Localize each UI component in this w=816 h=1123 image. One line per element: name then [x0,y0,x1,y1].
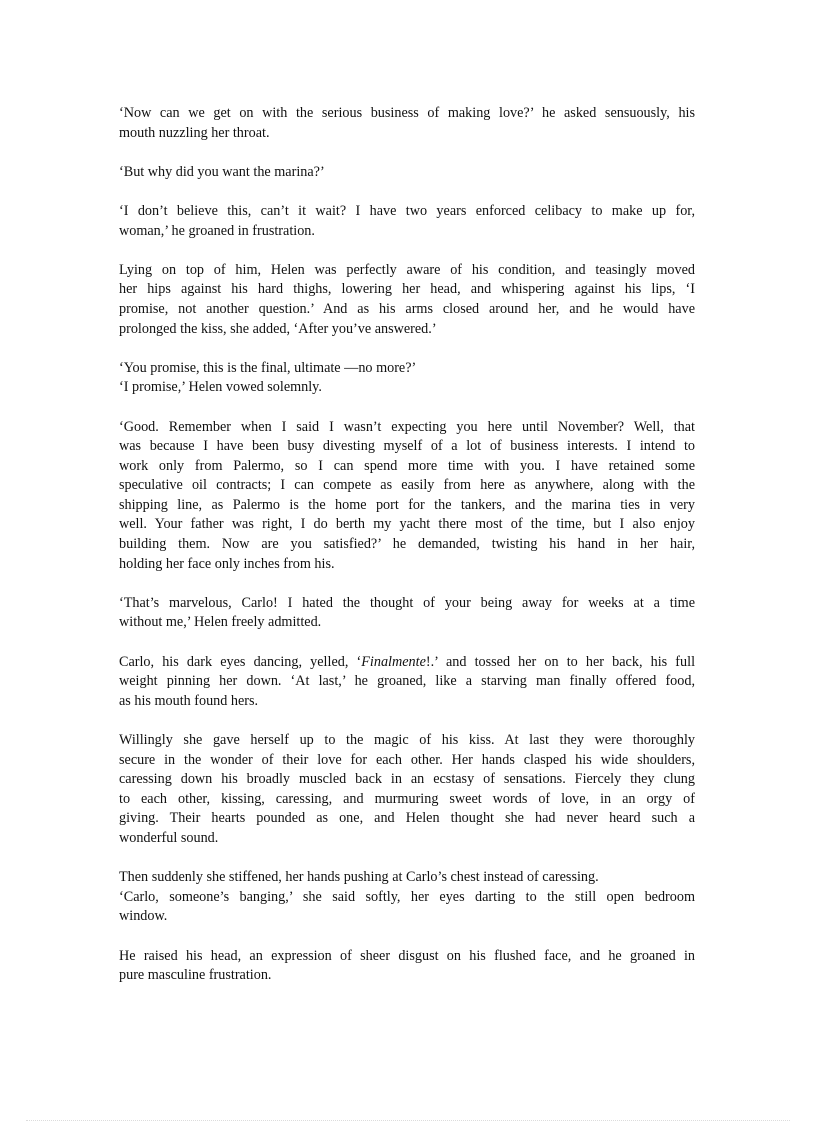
text-line: speculative oil contracts; I can compete as easily from here as anywhere, along with the [119,477,695,494]
text-line: window. [119,908,168,925]
text-line: without me,’ Helen freely admitted. [119,614,322,631]
paragraph-12 [119,888,695,927]
text-line [119,653,695,673]
paragraph-10 [119,731,695,849]
text-run: !.’ and tossed her on to her back, his full [425,653,696,670]
paragraph-4 [119,261,695,339]
text-line: ‘You promise, this is the final, ultimate —no more?’ [119,359,417,376]
text-line: secure in the wonder of their love for each other. Her hands clasped his wide shoulders, [119,751,695,768]
text-line: shipping line, as Palermo is the home port for the tankers, and the marina ties in very [119,496,695,513]
text-line: ‘Carlo, someone’s banging,’ she said softly, her eyes darting to the still open bedroom [119,888,695,905]
text-line: ‘That’s marvelous, Carlo! I hated the thought of your being away for weeks at a time [119,594,695,611]
text-line: mouth nuzzling her throat. [119,124,270,141]
text-line: ‘I don’t believe this, can’t it wait? I have two years enforced celibacy to make up for, [119,202,695,219]
text-run: Carlo, his dark eyes dancing, yelled, ‘ [119,653,362,670]
text-line: well. Your father was right, I do berth my yacht there most of the time, but I also enjoy [119,516,695,533]
text-line: ‘But why did you want the marina?’ [119,163,325,180]
text-line: ‘Now can we get on with the serious business of making love?’ he asked sensuously, his [119,105,695,121]
text-line: building them. Now are you satisfied?’ he demanded, twisting his hand in her hair, [119,536,695,553]
text-line: promise, not another question.’ And as his arms closed around her, and he would have [119,300,695,317]
text-line: Willingly she gave herself up to the magic of his kiss. At last they were thoroughly [119,732,695,748]
text-line: was because I have been busy divesting myself of a lot of business interests. I intend to [119,438,695,455]
paragraph-11 [119,868,695,888]
text-line: Lying on top of him, Helen was perfectly aware of his condition, and teasingly moved [119,261,695,278]
paragraph-9 [119,653,695,712]
paragraph-1 [119,104,695,143]
paragraph-6 [119,378,695,398]
text-line: work only from Palermo, so I can spend more time with you. I have retained some [119,457,695,474]
text-line: ‘I promise,’ Helen vowed solemnly. [119,379,322,396]
paragraph-3 [119,202,695,241]
paragraph-7 [119,418,695,575]
paragraph-13 [119,947,695,986]
paragraph-8 [119,594,695,633]
page-bottom-divider [26,1120,790,1121]
text-line: He raised his head, an expression of sheer disgust on his flushed face, and he groaned in [119,947,695,964]
text-line: woman,’ he groaned in frustration. [119,222,315,239]
text-line: as his mouth found hers. [119,692,259,709]
text-line: Then suddenly she stiffened, her hands pushing at Carlo’s chest instead of caressing. [119,869,599,886]
story-text [119,104,695,1005]
text-line: giving. Their hearts pounded as one, and Helen thought she had never heard such a [119,810,695,827]
text-line: ‘Good. Remember when I said I wasn’t expecting you here until November? Well, that [119,418,695,435]
paragraph-2 [119,163,695,183]
paragraph-5 [119,359,695,379]
text-line: weight pinning her down. ‘At last,’ he groaned, like a starving man finally offered food, [119,673,695,690]
text-line: wonderful sound. [119,829,219,846]
text-line: prolonged the kiss, she added, ‘After you’ve answered.’ [119,320,437,337]
italic-word: Finalmente [361,653,426,670]
text-line: holding her face only inches from his. [119,555,335,572]
text-line: her hips against his hard thighs, lowering her head, and whispering against his lips, ‘I [119,281,695,298]
text-line: pure masculine frustration. [119,967,272,984]
text-line: caressing down his broadly muscled back in an ecstasy of sensations. Fiercely they clung [119,771,695,788]
text-line: to each other, kissing, caressing, and murmuring sweet words of love, in an orgy of [119,790,695,807]
